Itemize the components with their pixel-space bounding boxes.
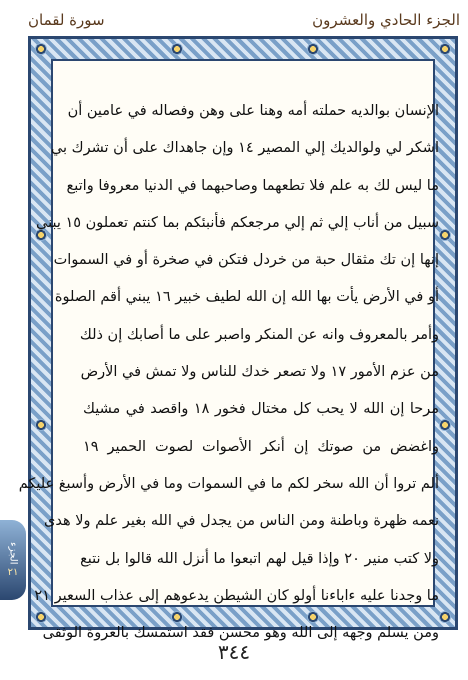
frame-rosette-icon — [307, 43, 319, 55]
verse-line-5: إنها إن تك مثقال حبة من خردل فتكن في صخرة أو في السموات — [53, 252, 439, 269]
frame-rosette-icon — [171, 43, 183, 55]
frame-rosette-icon — [439, 43, 451, 55]
verse-line-15: ومن يسلم وجهه إلى الله وهو محسن فقد استمسك بالعروة الوثقى — [42, 625, 439, 642]
juz-marker-number: ٢١ — [7, 566, 19, 578]
surah-title: سورة لقمان — [28, 11, 105, 29]
verse-text-block — [18, 93, 440, 652]
verse-line-10: واغضض من صوتك إن أنكر الأصوات لصوت الحمير ١٩ — [83, 438, 439, 455]
frame-rosette-icon — [35, 419, 47, 431]
verse-line-13: ولا كتب منير ٢٠ وإذا قيل لهم اتبعوا ما أنزل الله قالوا بل نتبع — [80, 550, 439, 567]
verse-line-6: أو في الأرض يأت بها الله إن الله لطيف خبير ١٦ يبني أقم الصلوة — [54, 289, 439, 306]
page-number: ٣٤٤ — [217, 640, 251, 664]
verse-line-1: الإنسان بوالديه حملته أمه وهنا على وهن وفصاله في عامين أن — [67, 103, 439, 119]
juz-title: الجزء الحادي والعشرون — [312, 11, 460, 29]
juz-marker-label: الجزء — [7, 542, 19, 565]
frame-rosette-icon — [439, 419, 451, 431]
page-header — [28, 6, 460, 34]
verse-line-14: ما وجدنا عليه ءاباءنا أولو كان الشيطن يدعوهم إلى عذاب السعير ٢١ — [34, 587, 439, 604]
verse-line-9: مرحا إن الله لا يحب كل مختال فخور ١٨ واقصد في مشيك — [83, 401, 440, 418]
frame-rosette-icon — [35, 43, 47, 55]
frame-rosette-icon — [439, 611, 451, 623]
juz-marker — [0, 520, 26, 600]
verse-line-4: سبيل من أناب إلي ثم إلي مرجعكم فأنبئكم بما كنتم تعملون ١٥ يبني — [35, 214, 439, 231]
verse-line-7: وأمر بالمعروف وانه عن المنكر واصبر على ما أصابك إن ذلك — [79, 326, 439, 343]
verse-line-11: ألم تروا أن الله سخر لكم ما في السموات وما في الأرض وأسبغ عليكم — [18, 475, 439, 492]
verse-line-12: نعمه ظهرة وباطنة ومن الناس من يجدل في الله بغير علم ولا هدى — [44, 513, 439, 530]
ornamental-frame — [18, 36, 458, 642]
verse-line-3: ما ليس لك به علم فلا تطعهما وصاحبهما في الدنيا معروفا واتبع — [66, 177, 439, 194]
text-panel — [18, 59, 440, 642]
frame-rosette-icon — [439, 229, 451, 241]
verse-line-8: من عزم الأمور ١٧ ولا تصعر خدك للناس ولا تمش في الأرض — [80, 364, 439, 381]
verse-line-2: اشكر لي ولوالديك إلي المصير ١٤ وإن جاهداك على أن تشرك بي — [50, 140, 439, 157]
